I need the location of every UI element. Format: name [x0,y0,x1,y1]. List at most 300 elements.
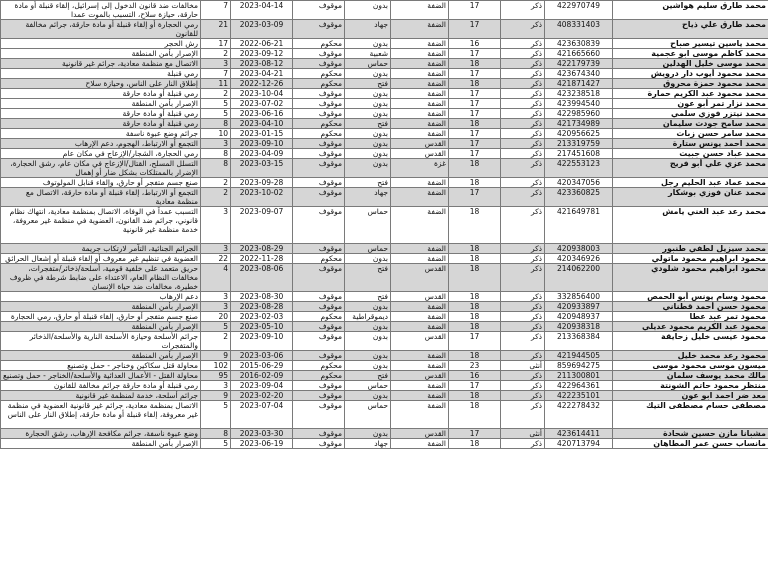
id-cell: 214062200 [545,264,613,292]
charges-cell: جرائم وضع عبوة ناسفة [1,129,201,139]
age-cell: 17 [449,1,501,20]
age-cell: 17 [449,69,501,79]
table-row [1,89,768,99]
name-cell: محمد محمود أيوب دار درويش [613,69,768,79]
gender-cell: ذكر [501,139,545,149]
gender-cell: ذكر [501,20,545,39]
age-cell: 18 [449,244,501,254]
status-cell: موقوف [293,391,345,401]
region-cell: الضفة [391,312,449,322]
id-cell: 423994540 [545,99,613,109]
table-row [1,49,768,59]
status-cell: موقوف [293,149,345,159]
table-row [1,254,768,264]
gender-cell: ذكر [501,79,545,89]
faction-cell: فتح [345,119,391,129]
id-cell: 421871427 [545,79,613,89]
name-cell: محمد سامر حسن زبات [613,129,768,139]
age-cell: 18 [449,391,501,401]
faction-cell: بدون [345,149,391,159]
charges-cell: التسبب عمداً في الوفاة، الاتصال بمنظمة معادية، انتهاك نظام قانوني، جرائم ضد القانون، العضوية في منظمة غير معروفة، خدمة منظمة غير قانونية [1,207,201,244]
date-cell: 2023-08-28 [231,302,293,312]
charges-cell: الإصرار بأمن المنطقة [1,351,201,361]
gender-cell: ذكر [501,351,545,361]
table-row [1,322,768,332]
region-cell: الضفة [391,59,449,69]
region-cell: القدس [391,139,449,149]
gender-cell: ذكر [501,322,545,332]
id-cell: 420948937 [545,312,613,322]
gender-cell: ذكر [501,332,545,351]
age-cell: 18 [449,59,501,69]
charges-cell: رمي قنبلة أو مادة حارقة [1,119,201,129]
faction-cell: جهاد [345,20,391,39]
date-cell: 2023-10-04 [231,89,293,99]
count-cell: 17 [201,39,231,49]
status-cell: موقوف [293,20,345,39]
table-row [1,244,768,254]
table-row [1,264,768,292]
id-cell: 420347056 [545,178,613,188]
faction-cell: بدون [345,139,391,149]
id-cell: 420713794 [545,439,613,449]
region-cell: الضفة [391,69,449,79]
region-cell: الضفة [391,188,449,207]
region-cell: الضفة [391,79,449,89]
name-cell: محمود حسن أحمد قطناني [613,302,768,312]
id-cell: 421944505 [545,351,613,361]
name-cell: محمد عماد عبد الحليم رجل [613,178,768,188]
id-cell: 423630839 [545,39,613,49]
gender-cell: ذكر [501,312,545,322]
name-cell: مالك محمد يوسف سلمان [613,371,768,381]
count-cell: 2 [201,188,231,207]
charges-cell: الإصرار بأمن المنطقة [1,439,201,449]
id-cell: 213319759 [545,139,613,149]
region-cell: الضفة [391,439,449,449]
faction-cell: شعبية [345,49,391,59]
id-cell: 420346926 [545,254,613,264]
count-cell: 9 [201,351,231,361]
date-cell: 2023-06-19 [231,439,293,449]
date-cell: 2023-03-15 [231,159,293,178]
id-cell: 422985960 [545,109,613,119]
gender-cell: ذكر [501,439,545,449]
region-cell: القدس [391,149,449,159]
count-cell: 8 [201,149,231,159]
count-cell: 3 [201,207,231,244]
charges-cell: صنع جسم متفجر أو حارق، إلقاء قنبلة أو حارق، رمي الحجارة [1,312,201,322]
age-cell: 17 [449,49,501,59]
table-row [1,99,768,109]
status-cell: موقوف [293,178,345,188]
date-cell: 2023-08-12 [231,59,293,69]
charges-cell: الإصرار بأمن المنطقة [1,302,201,312]
date-cell: 2023-02-03 [231,312,293,322]
gender-cell: ذكر [501,178,545,188]
gender-cell: ذكر [501,302,545,312]
charges-cell: الإصرار بأمن المنطقة [1,99,201,109]
table-row [1,332,768,351]
table-row [1,59,768,69]
date-cell: 2023-04-09 [231,149,293,159]
region-cell: القدس [391,332,449,351]
table-row [1,159,768,178]
date-cell: 2023-03-09 [231,20,293,39]
id-cell: 423238518 [545,89,613,99]
table-row [1,69,768,79]
age-cell: 23 [449,361,501,371]
count-cell: 5 [201,439,231,449]
count-cell: 11 [201,79,231,89]
gender-cell: ذكر [501,188,545,207]
table-row [1,20,768,39]
id-cell: 421665660 [545,49,613,59]
charges-cell: رمي قنبلة أو مادة حارقة جرائم مخالفة للقانون [1,381,201,391]
charges-cell: التجمع أو الارتباط، إلقاء قنبلة أو مادة حارقة، الاتصال مع منظمة معادية [1,188,201,207]
count-cell: 10 [201,129,231,139]
id-cell: 420938318 [545,322,613,332]
id-cell: 213368384 [545,332,613,351]
date-cell: 2022-12-26 [231,79,293,89]
charges-cell: مخالفات ضد قانون الدخول إلى إسرائيل، إلقاء قنبلة أو مادة حارقة، حيازة سلاح، التسبب بالموت عمدا [1,1,201,20]
region-cell: الضفة [391,401,449,429]
region-cell: الضفة [391,351,449,361]
table-row [1,188,768,207]
status-cell: موقوف [293,429,345,439]
count-cell: 22 [201,254,231,264]
charges-cell: جرائم أسلحة، خدمة لمنظمة غير قانونية [1,391,201,401]
gender-cell: ذكر [501,401,545,429]
charges-cell: رش الحجر [1,39,201,49]
status-cell: موقوف [293,188,345,207]
age-cell: 18 [449,312,501,322]
table-row [1,312,768,322]
id-cell: 423614411 [545,429,613,439]
table-row [1,79,768,89]
name-cell: محمد عباد حسن جبيت [613,149,768,159]
id-cell: 422179739 [545,59,613,69]
name-cell: معد ضر احمد ابو عون [613,391,768,401]
charges-cell: الإصرار بأمن المنطقة [1,49,201,59]
count-cell: 5 [201,401,231,429]
age-cell: 17 [449,20,501,39]
id-cell: 422964361 [545,381,613,391]
date-cell: 2023-04-21 [231,69,293,79]
charges-cell: رمي قنبلة أو مادة حارقة [1,109,201,119]
gender-cell: أنثى [501,429,545,439]
count-cell: 3 [201,292,231,302]
id-cell: 421649781 [545,207,613,244]
gender-cell: ذكر [501,381,545,391]
table-row [1,39,768,49]
status-cell: موقوف [293,332,345,351]
age-cell: 18 [449,264,501,292]
charges-cell: رمي قنبلة [1,69,201,79]
charges-cell: جرائم الأسلحة وحيازة الأسلحة النارية والأسلحة/الذخائر والمتفجرات [1,332,201,351]
date-cell: 2023-09-28 [231,178,293,188]
age-cell: 17 [449,149,501,159]
table-row [1,381,768,391]
name-cell: محمود تمر عبد عطا [613,312,768,322]
table-row [1,119,768,129]
date-cell: 2022-11-28 [231,254,293,264]
faction-cell: فتح [345,79,391,89]
gender-cell: ذكر [501,149,545,159]
faction-cell: ديموقراطية [345,312,391,322]
name-cell: محمد نزار تمر أبو عون [613,99,768,109]
name-cell: منتظر محمود حاتم الشونتة [613,381,768,391]
name-cell: محمود وسام يونس أبو الحمص [613,292,768,302]
gender-cell: ذكر [501,207,545,244]
faction-cell: فتح [345,264,391,292]
region-cell: الضفة [391,119,449,129]
region-cell: القدس [391,292,449,302]
faction-cell: بدون [345,99,391,109]
region-cell: غزة [391,159,449,178]
status-cell: محكوم [293,312,345,322]
id-cell: 422235101 [545,391,613,401]
status-cell: محكوم [293,254,345,264]
count-cell: 2 [201,178,231,188]
date-cell: 2023-09-10 [231,332,293,351]
age-cell: 17 [449,139,501,149]
table-row [1,302,768,312]
status-cell: موقوف [293,49,345,59]
id-cell: 422553123 [545,159,613,178]
faction-cell: بدون [345,89,391,99]
status-cell: موقوف [293,401,345,429]
faction-cell: جهاد [345,439,391,449]
region-cell: الضفة [391,254,449,264]
status-cell: موقوف [293,244,345,254]
gender-cell: ذكر [501,39,545,49]
name-cell: مصطفى حسام مصطفى التيك [613,401,768,429]
name-cell: محمد موسى خليل الهدلين [613,59,768,69]
region-cell: القدس [391,264,449,292]
gender-cell: ذكر [501,89,545,99]
table-row [1,391,768,401]
name-cell: محمد طارق سليم هواشين [613,1,768,20]
count-cell: 2 [201,332,231,351]
age-cell: 17 [449,109,501,119]
status-cell: موقوف [293,1,345,20]
faction-cell: بدون [345,302,391,312]
count-cell: 3 [201,381,231,391]
charges-cell: رمي قنبلة أو مادة حارقة [1,89,201,99]
age-cell: 17 [449,129,501,139]
region-cell: الضفة [391,89,449,99]
count-cell: 20 [201,312,231,322]
status-cell: محكوم [293,361,345,371]
region-cell: الضفة [391,391,449,401]
id-cell: 211300801 [545,371,613,381]
id-cell: 859694275 [545,361,613,371]
region-cell: القدس [391,429,449,439]
faction-cell: بدون [345,254,391,264]
table-row [1,139,768,149]
age-cell: 18 [449,351,501,361]
count-cell: 95 [201,371,231,381]
age-cell: 16 [449,371,501,381]
age-cell: 18 [449,292,501,302]
faction-cell: بدون [345,361,391,371]
age-cell: 17 [449,89,501,99]
charges-cell: محاولة قتل سكاكين وخناجر - حمل وتصنيع [1,361,201,371]
gender-cell: ذكر [501,119,545,129]
faction-cell: حماس [345,59,391,69]
gender-cell: ذكر [501,391,545,401]
count-cell: 3 [201,139,231,149]
age-cell: 17 [449,99,501,109]
count-cell: 5 [201,99,231,109]
charges-cell: التسلل المسلح، القتال/الإزعاج في مكان عام، رشق الحجارة، الإضرار بالممتلكات بشكل ضار أو إهمال [1,159,201,178]
count-cell: 102 [201,361,231,371]
name-cell: محمد سيزيل لطفي طنبور [613,244,768,254]
status-cell: محكوم [293,371,345,381]
name-cell: محمد عزي علي أبو فريج [613,159,768,178]
name-cell: محمود رعد محمد خليل [613,351,768,361]
gender-cell: ذكر [501,129,545,139]
date-cell: 2023-07-04 [231,401,293,429]
faction-cell: بدون [345,1,391,20]
gender-cell: ذكر [501,69,545,79]
date-cell: 2023-01-15 [231,129,293,139]
table-row [1,207,768,244]
count-cell: 7 [201,1,231,20]
age-cell: 18 [449,322,501,332]
table-row [1,149,768,159]
name-cell: محمود عيسى خليل زحايقة [613,332,768,351]
table-row [1,401,768,429]
faction-cell: بدون [345,322,391,332]
table-row [1,439,768,449]
faction-cell: بدون [345,351,391,361]
name-cell: محمد رعد عبد الغني يامش [613,207,768,244]
region-cell: الضفة [391,322,449,332]
id-cell: 408331403 [545,20,613,39]
name-cell: محمد كاظم موسى ابو عجمية [613,49,768,59]
faction-cell: فتح [345,178,391,188]
date-cell: 2023-06-16 [231,109,293,119]
name-cell: محمود ابراهيم محمود شلودي [613,264,768,292]
gender-cell: ذكر [501,49,545,59]
id-cell: 420956625 [545,129,613,139]
charges-cell: الإصرار بأمن المنطقة [1,322,201,332]
id-cell: 423360825 [545,188,613,207]
status-cell: محكوم [293,79,345,89]
faction-cell: بدون [345,391,391,401]
table-row [1,129,768,139]
date-cell: 2015-06-29 [231,361,293,371]
gender-cell: ذكر [501,1,545,20]
faction-cell: حماس [345,401,391,429]
status-cell: موقوف [293,207,345,244]
gender-cell: ذكر [501,159,545,178]
age-cell: 18 [449,207,501,244]
faction-cell: بدون [345,69,391,79]
status-cell: موقوف [293,99,345,109]
faction-cell: جهاد [345,188,391,207]
count-cell: 5 [201,322,231,332]
region-cell: الضفة [391,129,449,139]
faction-cell: فتح [345,371,391,381]
region-cell: الضفة [391,302,449,312]
status-cell: موقوف [293,59,345,69]
table-row [1,371,768,381]
count-cell: 2 [201,49,231,59]
status-cell: موقوف [293,139,345,149]
id-cell: 420938003 [545,244,613,254]
charges-cell: صنع جسم متفجر أو حارق، وإلقاء قنابل المولوتوف [1,178,201,188]
charges-cell: العضوية في تنظيم غير معروف أو إلقاء قنبلة أو إشعال الحرائق [1,254,201,264]
name-cell: محمود عبد الكريم محمود عديلي [613,322,768,332]
age-cell: 18 [449,254,501,264]
region-cell: الضفة [391,244,449,254]
table-row [1,429,768,439]
date-cell: 2023-08-29 [231,244,293,254]
date-cell: 2023-03-30 [231,429,293,439]
count-cell: 3 [201,244,231,254]
status-cell: محكوم [293,119,345,129]
table-row [1,292,768,302]
status-cell: موقوف [293,109,345,119]
gender-cell: ذكر [501,254,545,264]
region-cell: الضفة [391,381,449,391]
faction-cell: فتح [345,292,391,302]
faction-cell: بدون [345,332,391,351]
table-body [1,1,768,449]
date-cell: 2023-10-02 [231,188,293,207]
age-cell: 18 [449,302,501,312]
date-cell: 2023-03-06 [231,351,293,361]
name-cell: ميسون موسى محمود موسى [613,361,768,371]
status-cell: موقوف [293,381,345,391]
date-cell: 2023-02-20 [231,391,293,401]
region-cell: الضفة [391,109,449,119]
region-cell: الضفة [391,49,449,59]
charges-cell: دعم الإرهاب [1,292,201,302]
charges-cell: الجرائم الجنائية، التآمر لارتكاب جريمة [1,244,201,254]
date-cell: 2023-05-10 [231,322,293,332]
charges-cell: إطلاق النار على الناس، وحيازة سلاح [1,79,201,89]
gender-cell: ذكر [501,292,545,302]
count-cell: 4 [201,264,231,292]
id-cell: 332856400 [545,292,613,302]
gender-cell: ذكر [501,59,545,69]
name-cell: محمد محمود عبد الكريم حمارة [613,89,768,99]
name-cell: محمد سامح جودت سليمان [613,119,768,129]
date-cell: 2023-08-30 [231,292,293,302]
status-cell: موقوف [293,351,345,361]
count-cell: 21 [201,20,231,39]
status-cell: موقوف [293,159,345,178]
faction-cell: حماس [345,244,391,254]
age-cell: 17 [449,429,501,439]
count-cell: 7 [201,69,231,79]
count-cell: 2 [201,89,231,99]
age-cell: 18 [449,401,501,429]
region-cell: الضفة [391,178,449,188]
status-cell: موقوف [293,302,345,312]
age-cell: 17 [449,381,501,391]
region-cell: القدس [391,371,449,381]
id-cell: 423674340 [545,69,613,79]
status-cell: محكوم [293,69,345,79]
count-cell: 8 [201,159,231,178]
date-cell: 2023-09-10 [231,139,293,149]
gender-cell: ذكر [501,264,545,292]
